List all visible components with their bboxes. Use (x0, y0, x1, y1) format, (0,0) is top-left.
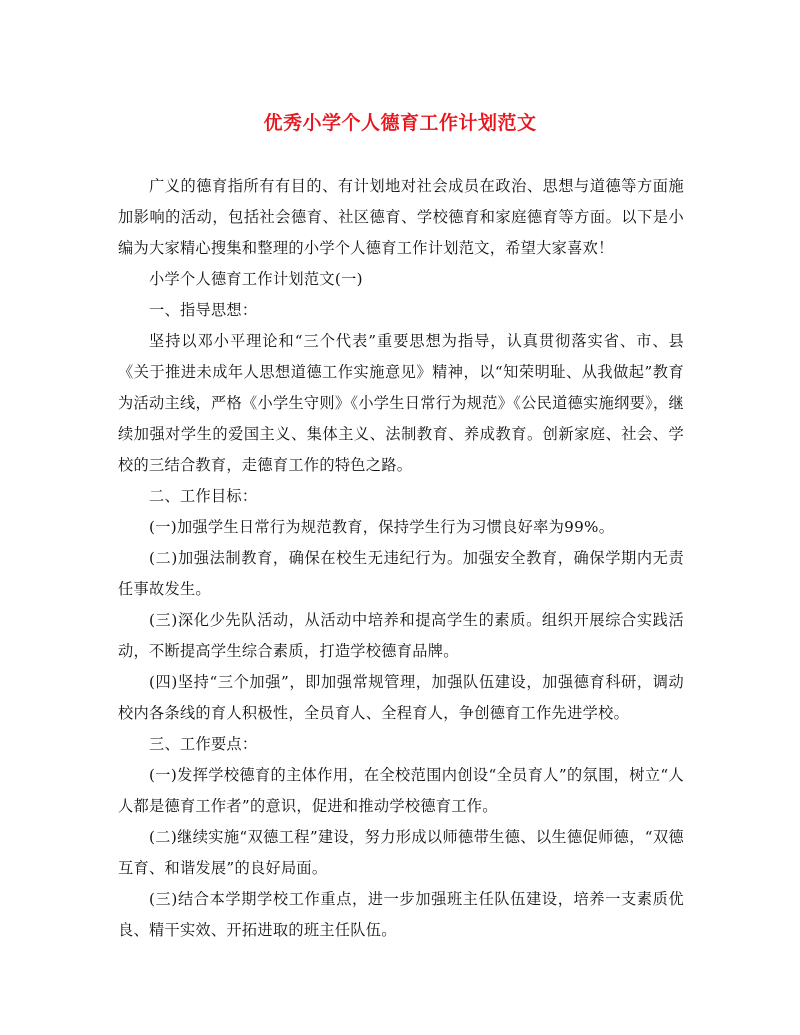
goal-item-1: (一)加强学生日常行为规范教育，保持学生行为习惯良好率为99%。 (149, 518, 615, 536)
document-body (118, 171, 684, 946)
paragraph-guiding-ideology: 坚持以邓小平理论和“三个代表”重要思想为指导，认真贯彻落实省、市、县《关于推进未成年人思想道德工作实施意见》精神，以“知荣明耻、从我做起”教育为活动主线，严格《小学生守则》《小学生日常行为规范》《公民道德实施纲要》，继续加强对学生的爱国主义、集体主义、法制教育、养成教育。创新家庭、社会、学校的三结合教育，走德育工作的特色之路。 (118, 332, 684, 474)
section-heading-plan-one: 小学个人德育工作计划范文(一) (149, 270, 363, 288)
goal-item-2: (二)加强法制教育，确保在校生无违纪行为。加强安全教育，确保学期内无责任事故发生。 (118, 549, 684, 598)
heading-work-goals: 二、工作目标： (149, 487, 258, 505)
goal-item-3: (三)深化少先队活动，从活动中培养和提高学生的素质。组织开展综合实践活动，不断提高学生综合素质，打造学校德育品牌。 (118, 611, 684, 660)
heading-work-points: 三、工作要点： (149, 735, 258, 753)
goal-item-4: (四)坚持“三个加强”，即加强常规管理，加强队伍建设，加强德育科研，调动校内各条线的育人积极性，全员育人、全程育人，争创德育工作先进学校。 (118, 673, 684, 722)
heading-guiding-ideology: 一、指导思想： (149, 301, 258, 319)
work-point-2: (二)继续实施“双德工程”建设，努力形成以师德带生德、以生德促师德，“双德互育、和谐发展”的良好局面。 (118, 828, 684, 877)
intro-paragraph: 广义的德育指所有有目的、有计划地对社会成员在政治、思想与道德等方面施加影响的活动，包括社会德育、社区德育、学校德育和家庭德育等方面。以下是小编为大家精心搜集和整理的小学个人德育工作计划范文，希望大家喜欢！ (118, 177, 684, 257)
work-point-3: (三)结合本学期学校工作重点，进一步加强班主任队伍建设，培养一支素质优良、精干实效、开拓进取的班主任队伍。 (118, 890, 684, 939)
work-point-1: (一)发挥学校德育的主体作用，在全校范围内创设“全员育人”的氛围，树立“人人都是德育工作者”的意识，促进和推动学校德育工作。 (118, 766, 684, 815)
document-title: 优秀小学个人德育工作计划范文 (263, 112, 537, 134)
